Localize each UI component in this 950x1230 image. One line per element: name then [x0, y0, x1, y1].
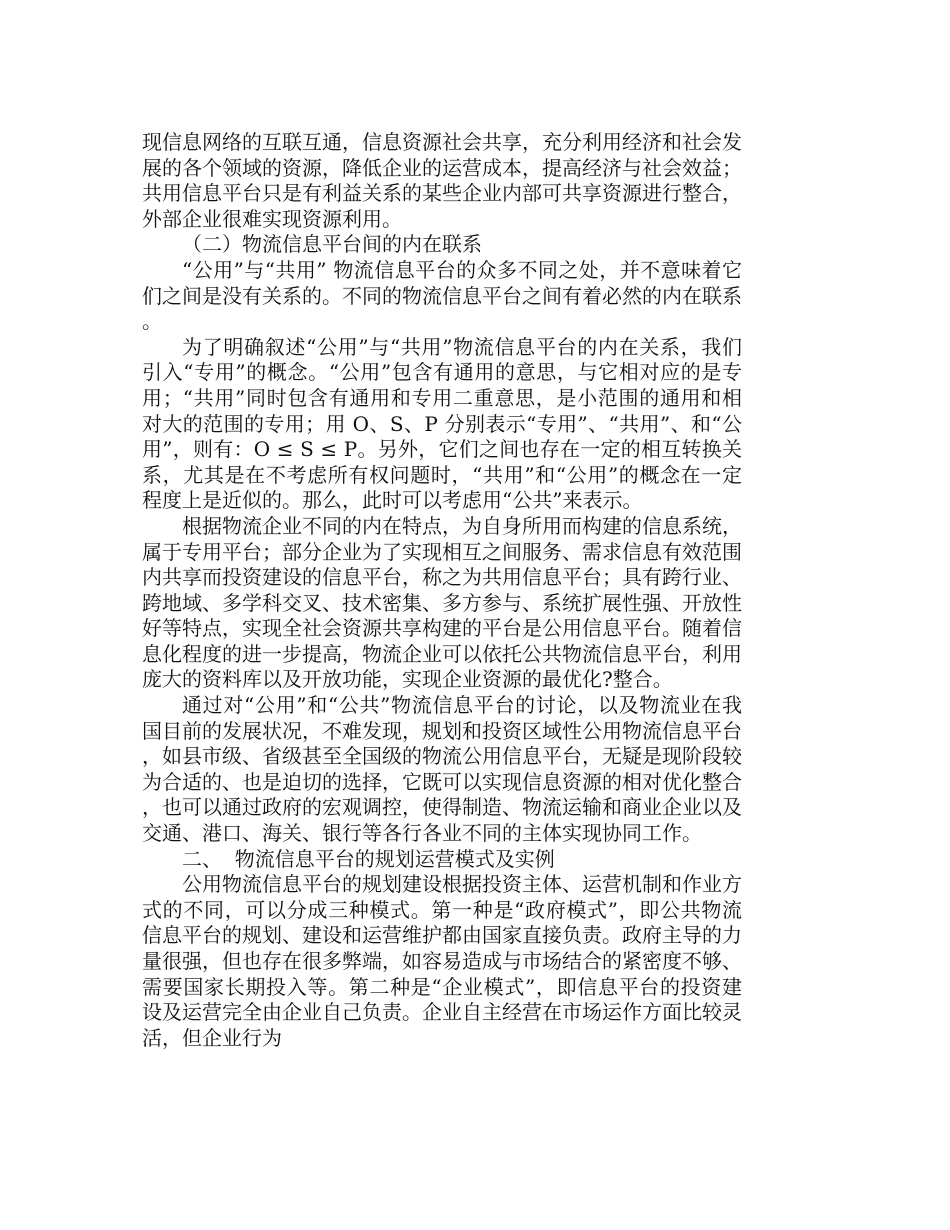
section-heading: 二、 物流信息平台的规划运营模式及实例 [182, 846, 555, 871]
body-paragraph: 现信息网络的互联互通，信息资源社会共享，充分利用经济和社会发展的各个领域的资源，降低企业的运营成本，提高经济与社会效益；共用信息平台只是有利益关系的某些企业内部可共享资源进行整合，外部企业很难实现资源利用。 [142, 130, 742, 231]
section-heading: （二）物流信息平台间的内在联系 [182, 232, 482, 257]
body-paragraph: 通过对“公用”和“公共”物流信息平台的讨论，以及物流业在我国目前的发展状况，不难发现，规划和投资区域性公用物流信息平台，如县市级、省级甚至全国级的物流公用信息平台，无疑是现阶段较为合适的、也是迫切的选择，它既可以实现信息资源的相对优化整合，也可以通过政府的宏观调控，使得制造、物流运输和商业企业以及交通、港口、海关、银行等各行各业不同的主体实现协同工作。 [142, 693, 742, 846]
body-paragraph: “公用”与“共用” 物流信息平台的众多不同之处，并不意味着它们之间是没有关系的。不同的物流信息平台之间有着必然的内在联系。 [142, 257, 742, 334]
document-body [142, 130, 742, 1051]
body-paragraph: 根据物流企业不同的内在特点，为自身所用而构建的信息系统，属于专用平台；部分企业为了实现相互之间服务、需求信息有效范围内共享而投资建设的信息平台，称之为共用信息平台；具有跨行业、跨地域、多学科交叉、技术密集、多方参与、系统扩展性强、开放性好等特点，实现全社会资源共享构建的平台是公用信息平台。随着信息化程度的进一步提高，物流企业可以依托公共物流信息平台，利用庞大的资料库以及开放功能，实现企业资源的最优化?整合。 [142, 513, 742, 692]
body-paragraph: 公用物流信息平台的规划建设根据投资主体、运营机制和作业方式的不同，可以分成三种模式。第一种是“政府模式”，即公共物流信息平台的规划、建设和运营维护都由国家直接负责。政府主导的力量很强，但也存在很多弊端，如容易造成与市场结合的紧密度不够、需要国家长期投入等。第二种是“企业模式”，即信息平台的投资建设及运营完全由企业自己负责。企业自主经营在市场运作方面比较灵活，但企业行为 [142, 872, 742, 1050]
body-paragraph: 为了明确叙述“公用”与“共用”物流信息平台的内在关系，我们引入“专用”的概念。“公用”包含有通用的意思，与它相对应的是专用；“共用”同时包含有通用和专用二重意思，是小范围的通用和相对大的范围的专用；用 O、S、P 分别表示“专用”、“共用”、和“公用”，则有：O ≤ S ≤ P。另外，它们之间也存在一定的相互转换关系，尤其是在不考虑所有权问题时，“共用”和“公用”的概念在一定程度上是近似的。那么，此时可以考虑用“公共”来表示。 [142, 334, 742, 513]
